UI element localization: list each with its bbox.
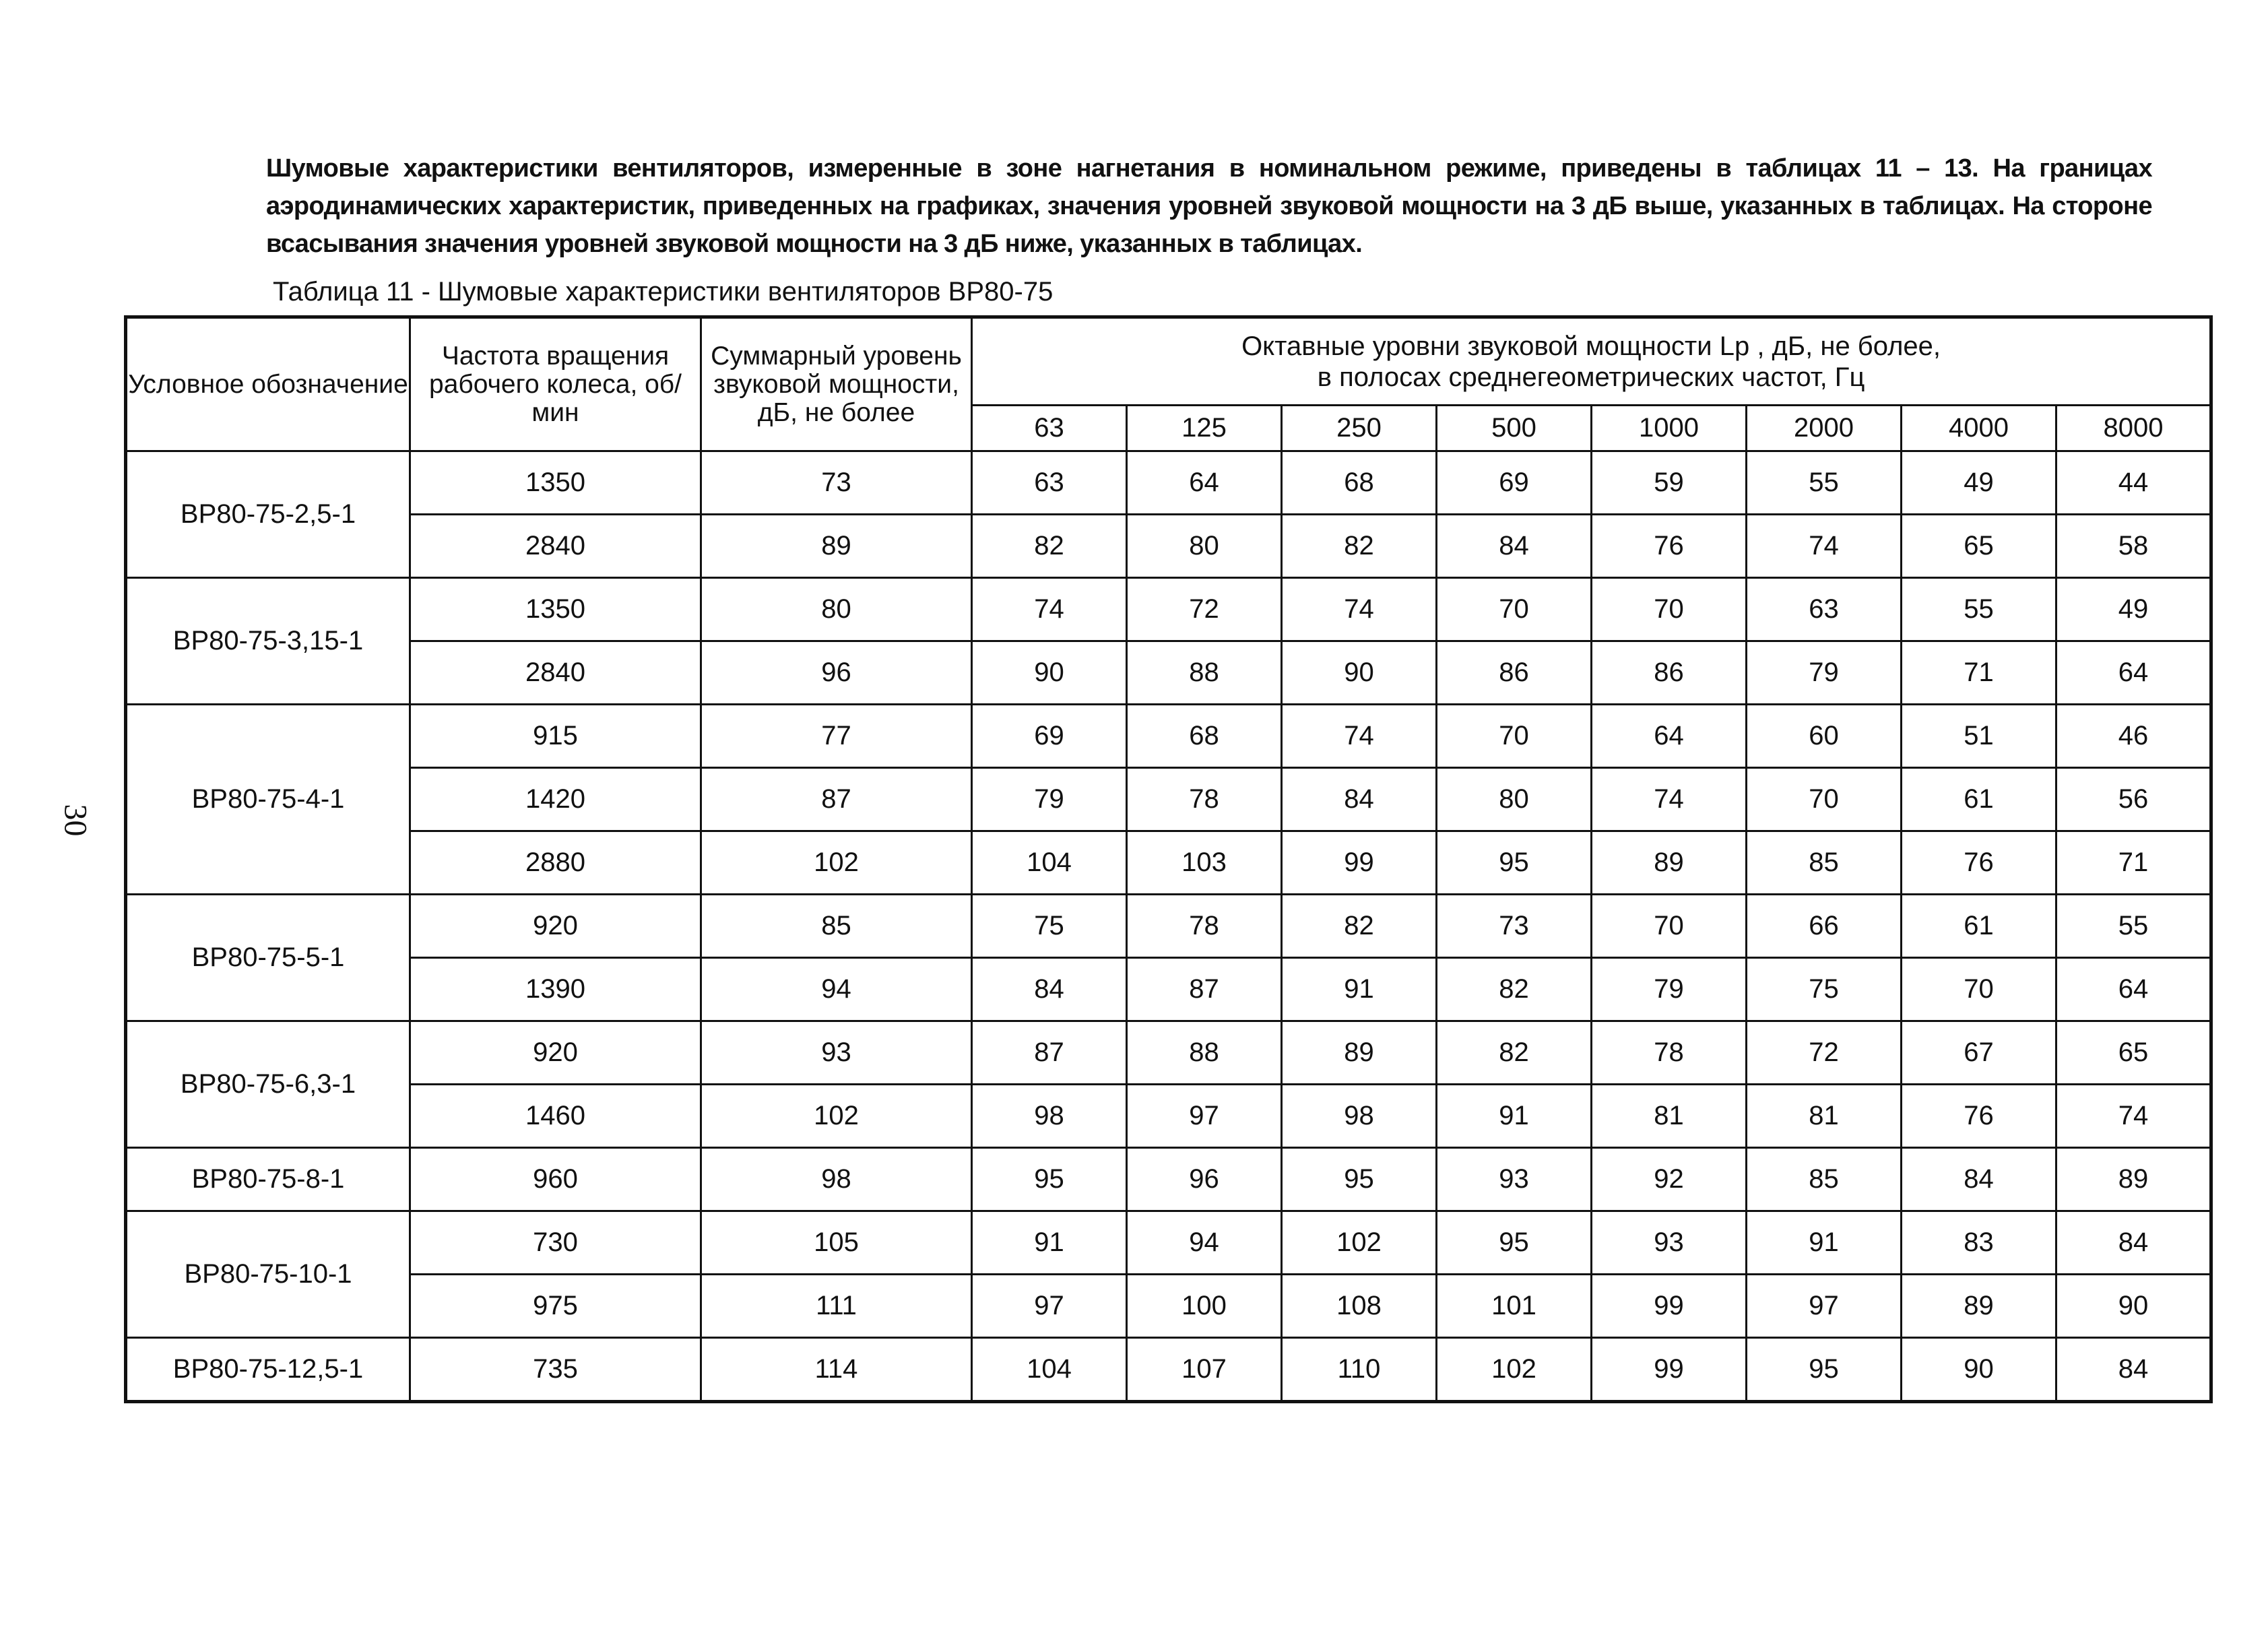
octave-level-cell: 46: [2056, 705, 2211, 768]
octave-level-cell: 91: [1282, 958, 1437, 1021]
speed-cell: 1420: [410, 768, 701, 831]
octave-level-cell: 95: [1747, 1338, 1902, 1402]
octave-level-cell: 92: [1592, 1148, 1747, 1211]
octave-level-cell: 70: [1592, 578, 1747, 641]
speed-cell: 915: [410, 705, 701, 768]
octave-level-cell: 56: [2056, 768, 2211, 831]
octave-level-cell: 68: [1282, 451, 1437, 515]
octave-level-cell: 87: [1127, 958, 1282, 1021]
frequency-header: 1000: [1592, 406, 1747, 451]
speed-cell: 1350: [410, 451, 701, 515]
octave-level-cell: 65: [2056, 1021, 2211, 1085]
octave-level-cell: 64: [1127, 451, 1282, 515]
octave-level-cell: 69: [1437, 451, 1592, 515]
octave-level-cell: 44: [2056, 451, 2211, 515]
octave-level-cell: 70: [1437, 705, 1592, 768]
octave-level-cell: 58: [2056, 515, 2211, 578]
octave-level-cell: 76: [1902, 831, 2056, 895]
header-speed: Частота вращения рабочего колеса, об/мин: [410, 317, 701, 451]
total-level-cell: 98: [701, 1148, 972, 1211]
table-row: [126, 705, 2211, 768]
frequency-header: 125: [1127, 406, 1282, 451]
octave-level-cell: 81: [1747, 1085, 1902, 1148]
speed-cell: 1390: [410, 958, 701, 1021]
total-level-cell: 85: [701, 895, 972, 958]
octave-level-cell: 68: [1127, 705, 1282, 768]
octave-level-cell: 70: [1747, 768, 1902, 831]
octave-level-cell: 64: [2056, 641, 2211, 705]
octave-level-cell: 80: [1437, 768, 1592, 831]
intro-paragraph: Шумовые характеристики вентиляторов, измеренные в зоне нагнетания в номинальном режиме, приведены в таблицах 11 – 13. На границах аэродинамических характеристик, приведенных на графиках, значения уровней звуковой мощности на 3 дБ выше, указанных в таблицах. На стороне всасывания значения уровней звуковой мощности на 3 дБ ниже, указанных в таблицах.: [266, 154, 2152, 258]
octave-level-cell: 74: [1282, 705, 1437, 768]
fan-designation: ВР80-75-8-1: [126, 1148, 410, 1211]
total-level-cell: 102: [701, 831, 972, 895]
octave-level-cell: 94: [1127, 1211, 1282, 1275]
noise-table: [124, 315, 2213, 1403]
header-designation: Условное обозначение: [126, 317, 410, 451]
fan-designation: ВР80-75-12,5-1: [126, 1338, 410, 1402]
octave-level-cell: 89: [1902, 1275, 2056, 1338]
octave-level-cell: 88: [1127, 641, 1282, 705]
octave-level-cell: 96: [1127, 1148, 1282, 1211]
octave-level-cell: 69: [972, 705, 1127, 768]
octave-level-cell: 82: [1282, 515, 1437, 578]
total-level-cell: 102: [701, 1085, 972, 1148]
total-level-cell: 96: [701, 641, 972, 705]
octave-level-cell: 71: [2056, 831, 2211, 895]
total-level-cell: 105: [701, 1211, 972, 1275]
frequency-header: 2000: [1747, 406, 1902, 451]
octave-level-cell: 79: [1592, 958, 1747, 1021]
table-row: [126, 1085, 2211, 1148]
total-level-cell: 111: [701, 1275, 972, 1338]
octave-level-cell: 84: [1902, 1148, 2056, 1211]
octave-level-cell: 95: [1437, 831, 1592, 895]
octave-level-cell: 93: [1592, 1211, 1747, 1275]
octave-level-cell: 61: [1902, 768, 2056, 831]
octave-level-cell: 98: [972, 1085, 1127, 1148]
speed-cell: 1350: [410, 578, 701, 641]
speed-cell: 735: [410, 1338, 701, 1402]
octave-level-cell: 79: [1747, 641, 1902, 705]
octave-level-cell: 93: [1437, 1148, 1592, 1211]
table-row: [126, 1211, 2211, 1275]
frequency-header: 4000: [1902, 406, 2056, 451]
total-level-cell: 80: [701, 578, 972, 641]
fan-designation: ВР80-75-6,3-1: [126, 1021, 410, 1148]
table-row: [126, 1338, 2211, 1402]
octave-level-cell: 83: [1902, 1211, 2056, 1275]
fan-designation: ВР80-75-4-1: [126, 705, 410, 895]
octave-level-cell: 88: [1127, 1021, 1282, 1085]
octave-level-cell: 82: [1437, 958, 1592, 1021]
octave-level-cell: 59: [1592, 451, 1747, 515]
octave-level-cell: 75: [1747, 958, 1902, 1021]
octave-level-cell: 64: [1592, 705, 1747, 768]
octave-level-cell: 90: [1282, 641, 1437, 705]
octave-level-cell: 110: [1282, 1338, 1437, 1402]
speed-cell: 2840: [410, 641, 701, 705]
octave-level-cell: 78: [1592, 1021, 1747, 1085]
octave-level-cell: 98: [1282, 1085, 1437, 1148]
octave-level-cell: 84: [1282, 768, 1437, 831]
octave-level-cell: 86: [1592, 641, 1747, 705]
speed-cell: 960: [410, 1148, 701, 1211]
header-octave-line2: в полосах среднегеометрических частот, Гц: [1317, 362, 1865, 392]
octave-level-cell: 91: [1747, 1211, 1902, 1275]
octave-level-cell: 81: [1592, 1085, 1747, 1148]
table-caption: Таблица 11 - Шумовые характеристики вентиляторов ВР80-75: [273, 277, 1054, 307]
table-row: [126, 958, 2211, 1021]
frequency-header: 63: [972, 406, 1127, 451]
octave-level-cell: 84: [2056, 1338, 2211, 1402]
frequency-header: 500: [1437, 406, 1592, 451]
octave-level-cell: 99: [1282, 831, 1437, 895]
octave-level-cell: 80: [1127, 515, 1282, 578]
octave-level-cell: 63: [972, 451, 1127, 515]
table-header: [126, 317, 2211, 451]
octave-level-cell: 49: [2056, 578, 2211, 641]
octave-level-cell: 55: [1747, 451, 1902, 515]
octave-level-cell: 63: [1747, 578, 1902, 641]
octave-level-cell: 104: [972, 831, 1127, 895]
octave-level-cell: 91: [972, 1211, 1127, 1275]
table-row: [126, 1148, 2211, 1211]
octave-level-cell: 84: [2056, 1211, 2211, 1275]
octave-level-cell: 55: [1902, 578, 2056, 641]
octave-level-cell: 51: [1902, 705, 2056, 768]
octave-level-cell: 74: [1282, 578, 1437, 641]
table-row: [126, 578, 2211, 641]
total-level-cell: 94: [701, 958, 972, 1021]
octave-level-cell: 82: [1437, 1021, 1592, 1085]
octave-level-cell: 95: [1437, 1211, 1592, 1275]
total-level-cell: 87: [701, 768, 972, 831]
octave-level-cell: 76: [1902, 1085, 2056, 1148]
octave-level-cell: 82: [1282, 895, 1437, 958]
octave-level-cell: 73: [1437, 895, 1592, 958]
page-number: 30: [57, 804, 94, 837]
total-level-cell: 77: [701, 705, 972, 768]
fan-designation: ВР80-75-5-1: [126, 895, 410, 1021]
octave-level-cell: 91: [1437, 1085, 1592, 1148]
octave-level-cell: 65: [1902, 515, 2056, 578]
octave-level-cell: 97: [1747, 1275, 1902, 1338]
table-row: [126, 831, 2211, 895]
table-row: [126, 1275, 2211, 1338]
total-level-cell: 93: [701, 1021, 972, 1085]
octave-level-cell: 103: [1127, 831, 1282, 895]
octave-level-cell: 70: [1902, 958, 2056, 1021]
octave-level-cell: 71: [1902, 641, 2056, 705]
header-octave-levels: [972, 317, 2211, 406]
speed-cell: 975: [410, 1275, 701, 1338]
octave-level-cell: 84: [972, 958, 1127, 1021]
speed-cell: 920: [410, 1021, 701, 1085]
octave-level-cell: 60: [1747, 705, 1902, 768]
total-level-cell: 114: [701, 1338, 972, 1402]
octave-level-cell: 107: [1127, 1338, 1282, 1402]
speed-cell: 1460: [410, 1085, 701, 1148]
octave-level-cell: 79: [972, 768, 1127, 831]
table-row: [126, 451, 2211, 515]
octave-level-cell: 108: [1282, 1275, 1437, 1338]
octave-level-cell: 104: [972, 1338, 1127, 1402]
octave-level-cell: 72: [1127, 578, 1282, 641]
table-body: [126, 451, 2211, 1402]
octave-level-cell: 102: [1437, 1338, 1592, 1402]
table-row: [126, 641, 2211, 705]
header-total-level: Суммарный уровень звуковой мощности, дБ, не более: [701, 317, 972, 451]
total-level-cell: 73: [701, 451, 972, 515]
octave-level-cell: 89: [2056, 1148, 2211, 1211]
octave-level-cell: 78: [1127, 895, 1282, 958]
table-row: [126, 895, 2211, 958]
frequency-header: 250: [1282, 406, 1437, 451]
fan-designation: ВР80-75-10-1: [126, 1211, 410, 1338]
octave-level-cell: 95: [1282, 1148, 1437, 1211]
speed-cell: 2880: [410, 831, 701, 895]
octave-level-cell: 90: [972, 641, 1127, 705]
octave-level-cell: 89: [1282, 1021, 1437, 1085]
octave-level-cell: 99: [1592, 1338, 1747, 1402]
speed-cell: 730: [410, 1211, 701, 1275]
speed-cell: 2840: [410, 515, 701, 578]
octave-level-cell: 97: [972, 1275, 1127, 1338]
octave-level-cell: 74: [1592, 768, 1747, 831]
table-row: [126, 1021, 2211, 1085]
header-octave-line1: Октавные уровни звуковой мощности Lр , дБ, не более,: [1241, 331, 1941, 361]
octave-level-cell: 99: [1592, 1275, 1747, 1338]
octave-level-cell: 61: [1902, 895, 2056, 958]
octave-level-cell: 74: [972, 578, 1127, 641]
octave-level-cell: 90: [2056, 1275, 2211, 1338]
octave-level-cell: 95: [972, 1148, 1127, 1211]
octave-level-cell: 87: [972, 1021, 1127, 1085]
octave-level-cell: 70: [1592, 895, 1747, 958]
octave-level-cell: 78: [1127, 768, 1282, 831]
octave-level-cell: 72: [1747, 1021, 1902, 1085]
speed-cell: 920: [410, 895, 701, 958]
octave-level-cell: 82: [972, 515, 1127, 578]
fan-designation: ВР80-75-2,5-1: [126, 451, 410, 578]
octave-level-cell: 89: [1592, 831, 1747, 895]
total-level-cell: 89: [701, 515, 972, 578]
octave-level-cell: 85: [1747, 1148, 1902, 1211]
octave-level-cell: 70: [1437, 578, 1592, 641]
octave-level-cell: 66: [1747, 895, 1902, 958]
frequency-header: 8000: [2056, 406, 2211, 451]
octave-level-cell: 102: [1282, 1211, 1437, 1275]
octave-level-cell: 49: [1902, 451, 2056, 515]
octave-level-cell: 84: [1437, 515, 1592, 578]
octave-level-cell: 101: [1437, 1275, 1592, 1338]
octave-level-cell: 76: [1592, 515, 1747, 578]
table-row: [126, 768, 2211, 831]
octave-level-cell: 67: [1902, 1021, 2056, 1085]
octave-level-cell: 85: [1747, 831, 1902, 895]
octave-level-cell: 75: [972, 895, 1127, 958]
fan-designation: ВР80-75-3,15-1: [126, 578, 410, 705]
octave-level-cell: 86: [1437, 641, 1592, 705]
octave-level-cell: 55: [2056, 895, 2211, 958]
octave-level-cell: 74: [1747, 515, 1902, 578]
octave-level-cell: 90: [1902, 1338, 2056, 1402]
octave-level-cell: 64: [2056, 958, 2211, 1021]
octave-level-cell: 74: [2056, 1085, 2211, 1148]
octave-level-cell: 97: [1127, 1085, 1282, 1148]
octave-level-cell: 100: [1127, 1275, 1282, 1338]
table-row: [126, 515, 2211, 578]
